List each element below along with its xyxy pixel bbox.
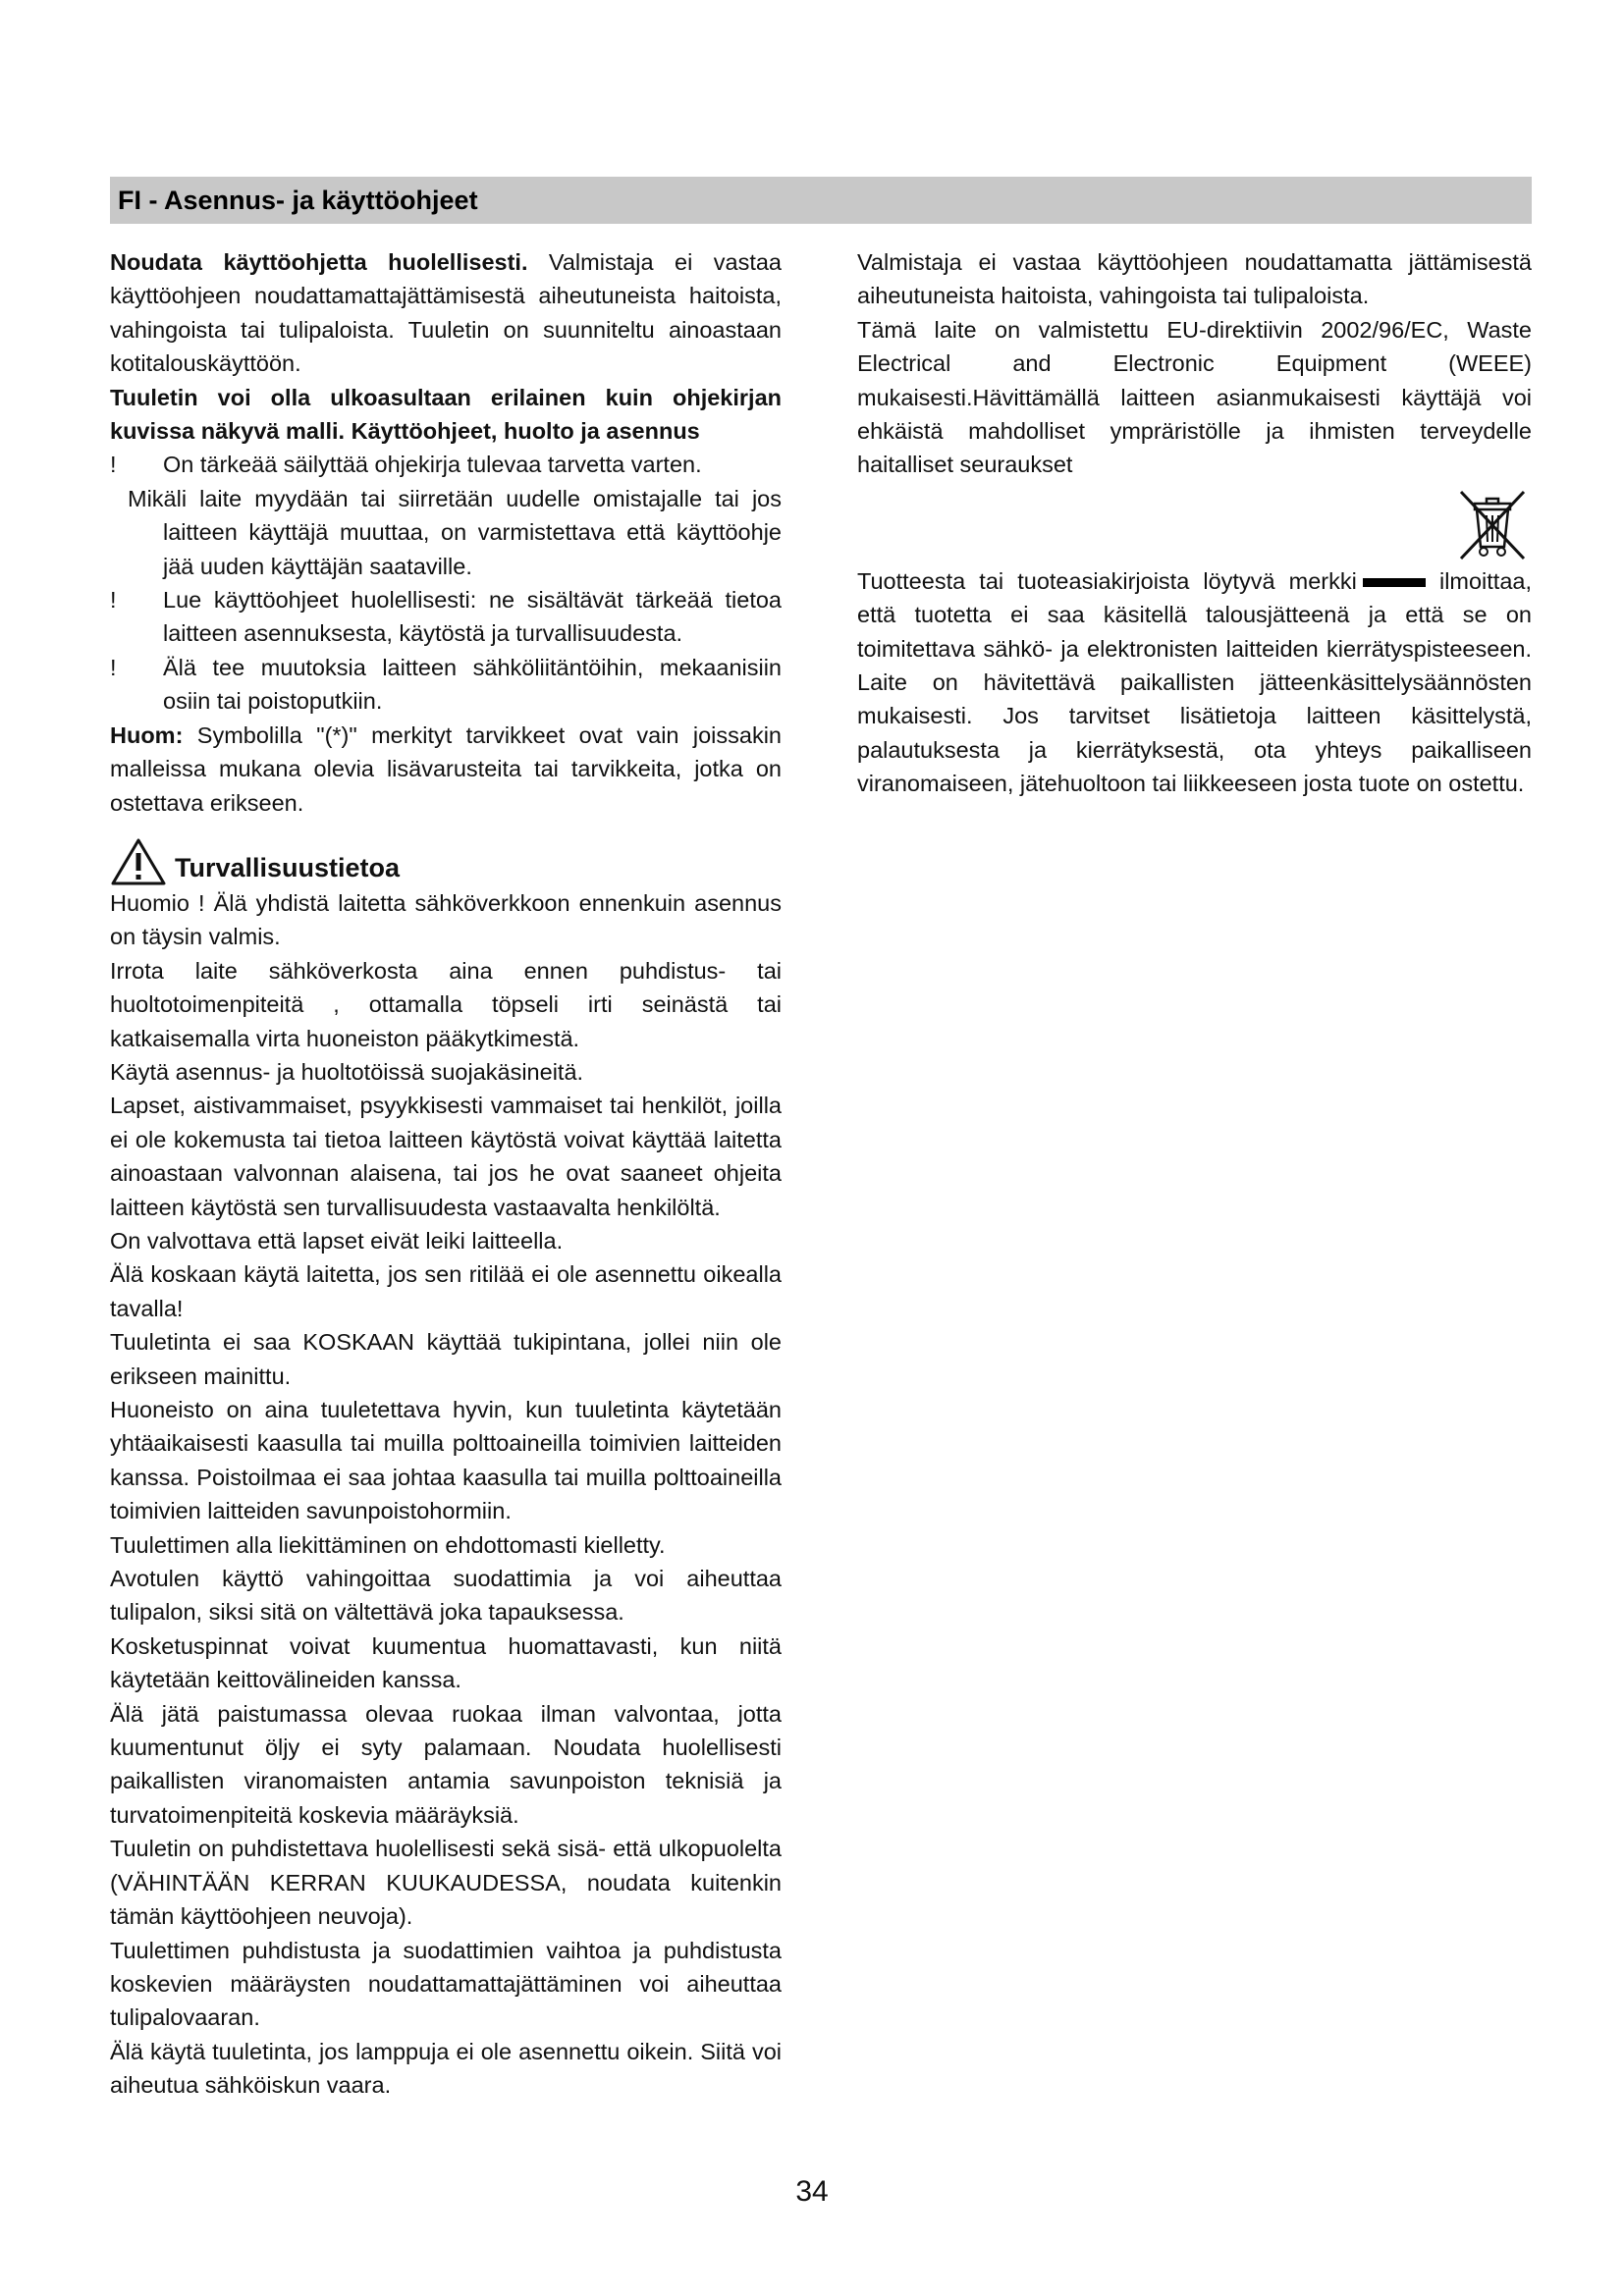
exclamation-mark: !: [110, 452, 117, 478]
section-header: FI - Asennus- ja käyttöohjeet: [110, 177, 1532, 224]
right-column: [857, 245, 1532, 801]
disposal-paragraph: [857, 564, 1532, 801]
safety-paragraph: Tuuletinta ei saa KOSKAAN käyttää tukipintana, jollei niin ole erikseen mainittu.: [110, 1329, 782, 1389]
safety-paragraph: Älä käytä tuuletinta, jos lamppuja ei ole asennettu oikein. Siitä voi aiheutua sähköiskun vaara.: [110, 2038, 782, 2099]
safety-paragraph: On valvottava että lapset eivät leiki laitteella.: [110, 1227, 564, 1254]
safety-paragraph: Lapset, aistivammaiset, psyykkisesti vammaiset tai henkilöt, joilla ei ole kokemusta tai tietoa laitteen käytöstä voivat käyttää laitetta ainoastaan valvonnan alaisena, tai jos he ovat saaneet ohjeita laitteen käytöstä sen turvallisuudesta vastaavalta henkilöltä.: [110, 1093, 782, 1220]
disposal-rest: ilmoittaa, että tuotetta ei saa käsitellä talousjätteenä ja että se on toimitettava sähkö- ja elektronisten laitteiden kierrätyspisteeseen. Laite on hävitettävä paikallisten jätteenkäsittelysäännösten mukaisesti. Jos tarvitset lisätietoja laitteen käsittelystä, palautuksesta ja kierrätyksestä, ota yhteys paikalliseen viranomaiseen, jätehuoltoon tai liikkeeseen josta tuote on ostettu.: [857, 567, 1533, 797]
liability-paragraph: Valmistaja ei vastaa käyttöohjeen noudattamatta jättämisestä aiheutuneista haitoista, vahingoista tai tulipaloista.: [857, 249, 1532, 309]
black-bar-mark: [1363, 578, 1426, 587]
exclamation-mark: !: [110, 654, 117, 680]
bullet-item-1: [110, 448, 782, 481]
disposal-lead: Tuotteesta tai tuoteasiakirjoista löytyvä merkki: [857, 567, 1357, 594]
bullet-text: Lue käyttöohjeet huolellisesti: ne sisältävät tärkeää tietoa laitteen asennuksesta, käytöstä ja turvallisuudesta.: [163, 587, 782, 647]
safety-paragraph: Käytä asennus- ja huoltotöissä suojakäsineitä.: [110, 1058, 584, 1085]
bullet-item-2: [110, 583, 782, 651]
weee-paragraph: Tämä laite on valmistettu EU-direktiivin 2002/96/EC, Waste Electrical and Electronic Equipment (WEEE) mukaisesti.Hävittämällä laitteen asianmukaisesti käyttäjä voi ehkäistä mahdolliset ympräristölle ja ihmisten terveydelle haitalliset seuraukset: [857, 316, 1532, 478]
model-note: Tuuletin voi olla ulkoasultaan erilainen kuin ohjekirjan kuvissa näkyvä malli. Käyttöohjeet, huolto ja asennus: [110, 384, 782, 445]
weee-symbol-area: [857, 482, 1532, 564]
safety-title: Turvallisuustietoa: [175, 852, 401, 882]
note-text: Symbolilla "(*)" merkityt tarvikkeet ovat vain joissakin malleissa mukana olevia lisävarusteita tai tarvikkeita, jotka on ostettava erikseen.: [110, 721, 782, 816]
safety-paragraph: Tuuletin on puhdistettava huolellisesti sekä sisä- että ulkopuolelta (VÄHINTÄÄN KERRAN KUUKAUDESSA, noudata kuitenkin tämän käyttöohjeen neuvoja).: [110, 1836, 782, 1930]
intro-rest: Valmistaja ei vastaa käyttöohjeen noudattamattajättämisestä aiheutuneista haitoista, vahingoista tai tulipaloista. Tuuletin on suunniteltu ainoastaan kotitalouskäyttöön.: [110, 249, 782, 377]
note-label: Huom:: [110, 721, 184, 748]
safety-paragraph: Irrota laite sähköverkosta aina ennen puhdistus- tai huoltotoimenpiteitä , ottamalla töpseli irti seinästä tai katkaisemalla virta huoneiston pääkytkimestä.: [110, 957, 782, 1051]
warning-triangle-icon: [110, 837, 167, 886]
left-column: [110, 245, 782, 2103]
safety-paragraph: Älä koskaan käytä laitetta, jos sen ritilää ei ole asennettu oikealla tavalla!: [110, 1261, 782, 1321]
bullet-text: On tärkeää säilyttää ohjekirja tulevaa tarvetta varten.: [163, 452, 702, 478]
safety-paragraph: Tuulettimen puhdistusta ja suodattimien vaihtoa ja puhdistusta koskevien määräysten noudattamattajättäminen voi aiheuttaa tulipalovaaran.: [110, 1937, 782, 2031]
safety-paragraph: Tuulettimen alla liekittäminen on ehdottomasti kielletty.: [110, 1531, 666, 1558]
page-number: 34: [795, 2175, 829, 2208]
intro-bold: Noudata käyttöohjetta huolellisesti.: [110, 249, 528, 275]
intro-paragraph: [110, 245, 782, 381]
exclamation-mark: !: [110, 587, 117, 614]
bullet-text: Älä tee muutoksia laitteen sähköliitäntöihin, mekaanisiin osiin tai poistoputkiin.: [163, 654, 782, 715]
safety-paragraph: Avotulen käyttö vahingoittaa suodattimia ja voi aiheuttaa tulipalon, siksi sitä on vältettävä joka tapauksessa.: [110, 1566, 782, 1626]
safety-paragraph: Huoneisto on aina tuuletettava hyvin, kun tuuletinta käytetään yhtäaikaisesti kaasulla tai muilla polttoaineilla toimivien laitteiden kanssa. Poistoilmaa ei saa johtaa kaasulla tai muilla polttoaineilla toimivien laitteiden savunpoistohormiin.: [110, 1397, 782, 1524]
bullet-item-3: [110, 651, 782, 719]
note-paragraph: [110, 719, 782, 820]
safety-paragraph: Älä jätä paistumassa olevaa ruokaa ilman valvontaa, jotta kuumentunut öljy ei syty palamaan. Noudata huolellisesti paikallisten viranomaisten antamia savunpoiston teknisiä ja turvatoimenpiteitä koskevia määräyksiä.: [110, 1700, 782, 1828]
sale-note: Mikäli laite myydään tai siirretään uudelle omistajalle tai jos laitteen käyttäjä muuttaa, on varmistettava että käyttöohje jää uuden käyttäjän saataville.: [128, 485, 782, 579]
safety-paragraph: Kosketuspinnat voivat kuumentua huomattavasti, kun niitä käytetään keittovälineiden kanssa.: [110, 1632, 782, 1693]
safety-paragraphs: [110, 886, 782, 2103]
crossed-bin-icon: [1453, 488, 1532, 562]
safety-paragraph: Huomio ! Älä yhdistä laitetta sähköverkkoon ennenkuin asennus on täysin valmis.: [110, 889, 782, 950]
safety-heading: [110, 835, 782, 886]
